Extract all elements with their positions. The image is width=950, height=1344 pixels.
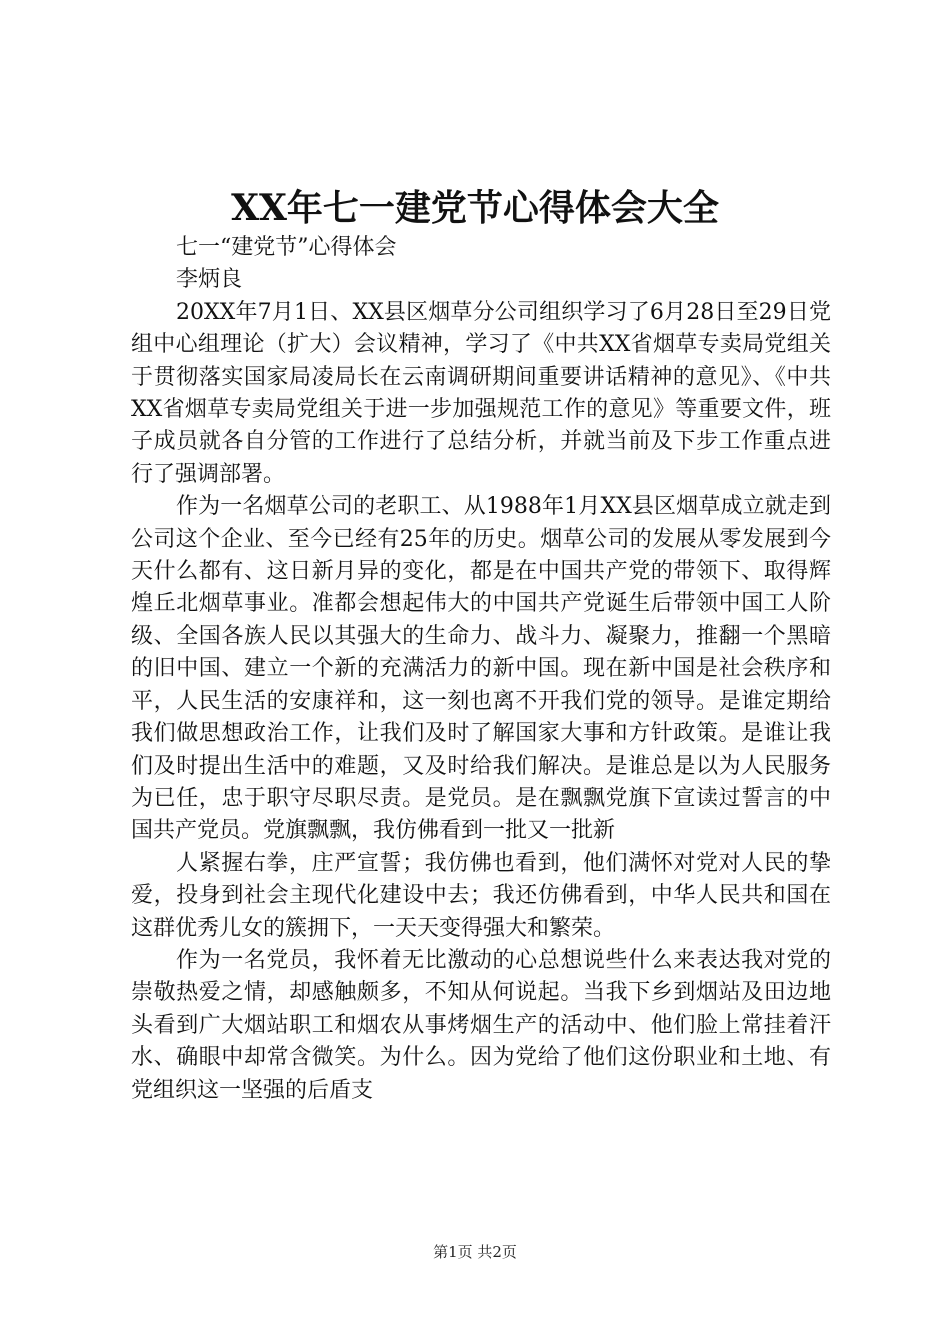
paragraph: 20XX年7月1日、XX县区烟草分公司组织学习了6月28日至29日党组中心组理论（扩大）会议精神，学习了《中共XX省烟草专卖局党组关于贯彻落实国家局凌局长在云南调研期间重要讲话精神的意见》、《中共XX省烟草专卖局党组关于进一步加强规范工作的意见》等重要文件，班子成员就各自分管的工作进行了总结分析，并就当前及下步工作重点进行了强调部署。	[131, 299, 831, 487]
document-subtitle: 七一“建党节”心得体会	[176, 235, 397, 260]
document-body	[131, 232, 831, 1107]
paragraph: 作为一名烟草公司的老职工、从1988年1月XX县区烟草成立就走到公司这个企业、至今已经有25年的历史。烟草公司的发展从零发展到今天什么都有、这日新月异的变化，都是在中国共产党的带领下、取得辉煌丘北烟草事业。准都会想起伟大的中国共产党诞生后带领中国工人阶级、全国各族人民以其强大的生命力、战斗力、凝聚力，推翻一个黑暗的旧中国、建立一个新的充满活力的新中国。现在新中国是社会秩序和平，人民生活的安康祥和，这一刻也离不开我们党的领导。是谁定期给我们做思想政治工作，让我们及时了解国家大事和方针政策。是谁让我们及时提出生活中的难题，又及时给我们解决。是谁总是以为人民服务为已任，忠于职守尽职尽责。是党员。是在飘飘党旗下宣读过誓言的中国共产党员。党旗飘飘，我仿佛看到一批又一批新	[131, 494, 831, 844]
page-footer: 第1页 共2页	[433, 1243, 517, 1261]
paragraph: 作为一名党员，我怀着无比激动的心总想说些什么来表达我对党的崇敬热爱之情，却感触颇多，不知从何说起。当我下乡到烟站及田边地头看到广大烟站职工和烟农从事烤烟生产的活动中、他们脸上常挂着汗水、确眼中却常含微笑。为什么。因为党给了他们这份职业和土地、有党组织这一坚强的后盾支	[131, 947, 831, 1103]
document-author: 李炳良	[176, 267, 243, 293]
paragraph: 人紧握右拳，庄严宣誓；我仿佛也看到，他们满怀对党对人民的挚爱，投身到社会主现代化建设中去；我还仿佛看到，中华人民共和国在这群优秀儿女的簇拥下，一天天变得强大和繁荣。	[131, 850, 831, 941]
document-title: XX年七一建党节心得体会大全	[231, 187, 719, 229]
